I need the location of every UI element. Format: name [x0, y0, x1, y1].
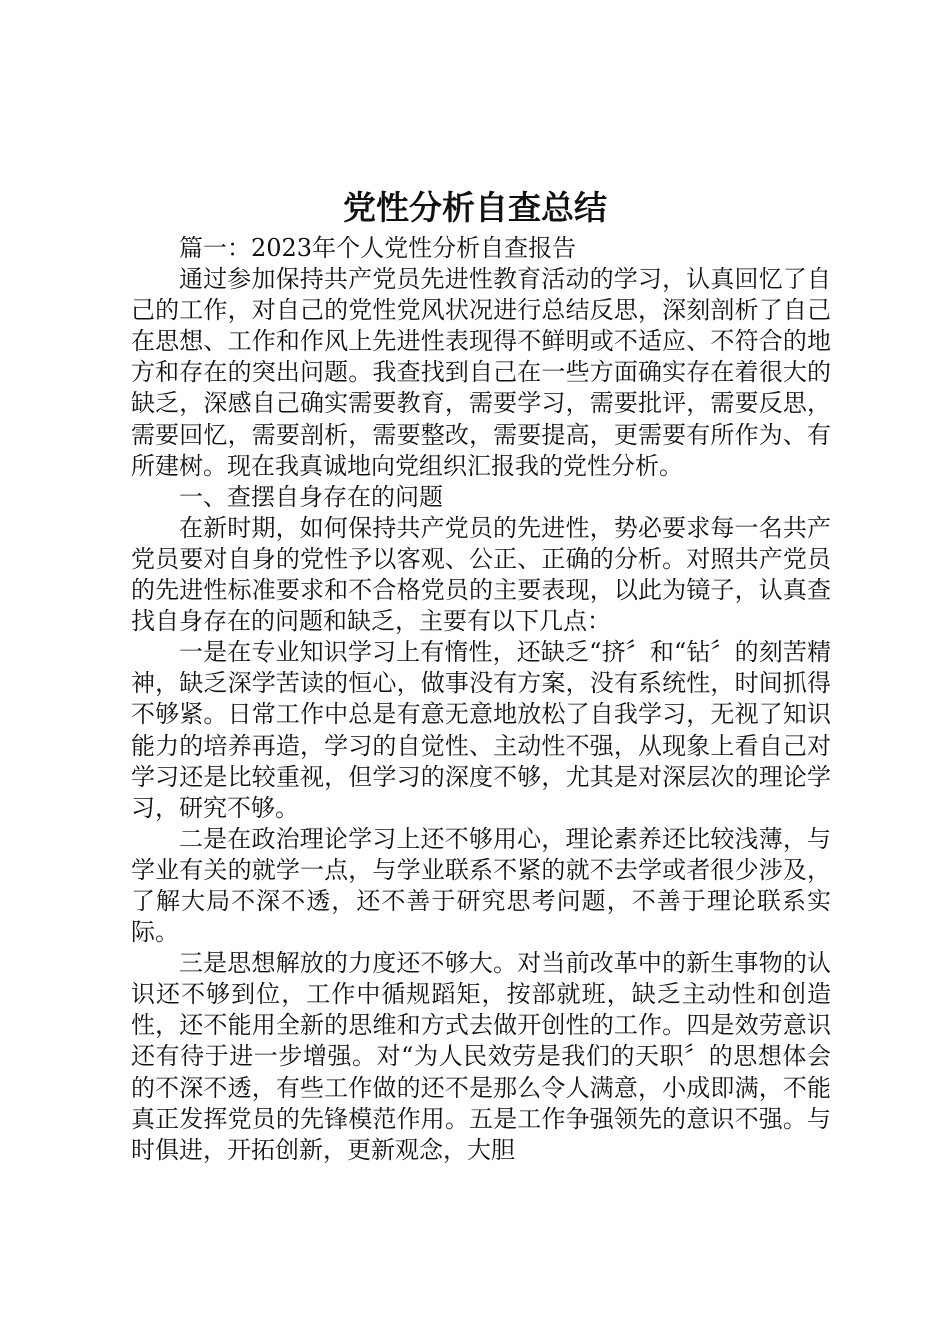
- body-paragraph: 三是思想解放的力度还不够大。对当前改革中的新生事物的认识还不够到位，工作中循规蹈矩，按部就班，缺乏主动性和创造性，还不能用全新的思维和方式去做开创性的工作。四是效劳意识还有待于进一步增强。对“为人民效劳是我们的天职〞的思想体会的不深不透，有些工作做的还不是那么令人满意，小成即满，不能真正发挥党员的先锋模范作用。五是工作争强领先的意识不强。与时俱进，开拓创新，更新观念，大胆: [131, 949, 831, 1164]
- body-paragraph: 通过参加保持共产党员先进性教育活动的学习，认真回忆了自己的工作，对自己的党性党风状况进行总结反思，深刻剖析了自己在思想、工作和作风上先进性表现得不鲜明或不适应、不符合的地方和存在的突出问题。我查找到自己在一些方面确实存在着很大的缺乏，深感自己确实需要教育，需要学习，需要批评，需要反思，需要回忆，需要剖析，需要整改，需要提高，更需要有所作为、有所建树。现在我真诚地向党组织汇报我的党性分析。: [131, 265, 831, 480]
- body-paragraph: 二是在政治理论学习上还不够用心，理论素养还比较浅薄，与学业有关的就学一点，与学业联系不紧的就不去学或者很少涉及，了解大局不深不透，还不善于研究思考问题，不善于理论联系实际。: [131, 824, 831, 947]
- section-heading: 篇一：2023年个人党性分析自查报告: [179, 234, 577, 262]
- document-title: 党性分析自查总结: [343, 188, 607, 227]
- document-body: [131, 233, 831, 1166]
- body-paragraph: 在新时期，如何保持共产党员的先进性，势必要求每一名共产党员要对自身的党性予以客观、公正、正确的分析。对照共产党员的先进性标准要求和不合格党员的主要表现，以此为镜子，认真查找自身存在的问题和缺乏，主要有以下几点：: [131, 513, 831, 636]
- body-paragraph: 一是在专业知识学习上有惰性，还缺乏“挤〞和“钻〞的刻苦精神，缺乏深学苦读的恒心，做事没有方案，没有系统性，时间抓得不够紧。日常工作中总是有意无意地放松了自我学习，无视了知识能力的培养再造，学习的自觉性、主动性不强，从现象上看自己对学习还是比较重视，但学习的深度不够，尤其是对深层次的理论学习，研究不够。: [131, 638, 831, 822]
- section-heading: 一、查摆自身存在的问题: [179, 482, 443, 511]
